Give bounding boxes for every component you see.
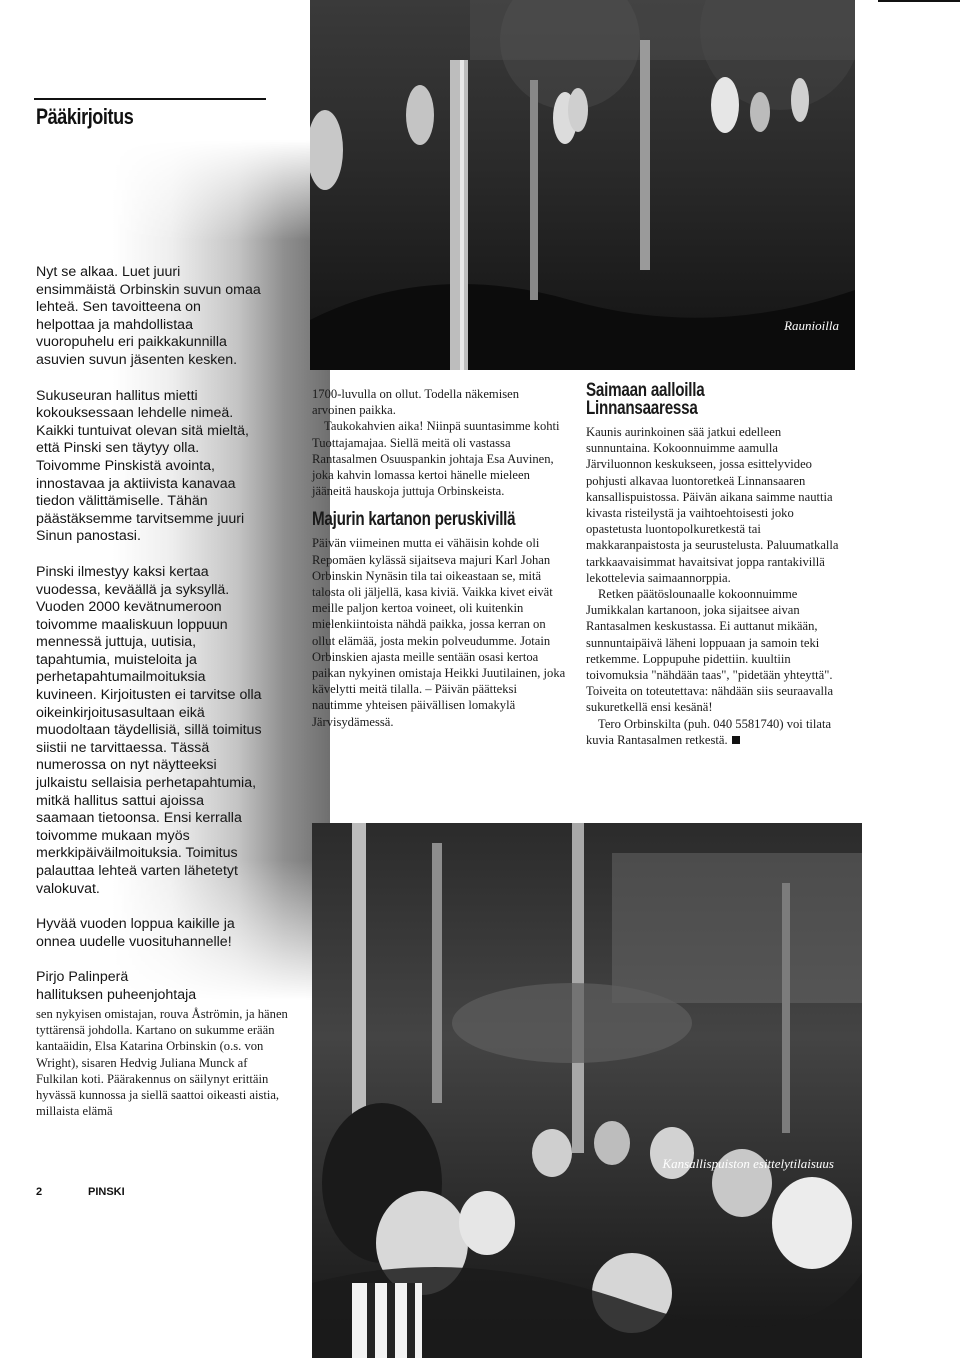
column-right-paragraph: Kaunis aurinkoinen sää jatkui edelleen sunnuntaina. Kokoonnuimme aamulla Järviluonnon keskukseen, jossa esittelyvideo pohjusti alkavaa luontoretkeä Linnansaaren kansallispuistossa. Päivän aikana saimme nauttia kivasta risteilystä ja vaihtoehtoisesti joko opastetusta luontopolkuretkestä tai makkaranpaistosta ja seurustelusta. Paluumatkalla tarkkaavaisimmat havaitsivat joppa rantakivillä lekottelevia saimaannorppia. bbox=[586, 425, 839, 585]
column-middle-paragraph: Päivän viimeinen mutta ei vähäisin kohde oli Repomäen kylässä sijaitseva majuri Karl Johan Orbinskin Nynäsin tila tai oikeastaan se, mitä talosta oli jäljellä, kasa kiviä. Vaikka kivet eivät meille paljon kertoa voineet, oli kuitenkin mielenkiintoista nähdä paikka, jossa kerran on ollut elämää, josta mekin polveudumme. Jotain Orbinskien ajasta meille sentään osasi kertoa paikan nykyinen omistaja Heikki Juutilainen, joka kävelytti meitä tilalla. – Päivän päätteksi nautimme yhteisen päivällisen lomakylä Järvisydämessä. bbox=[312, 536, 566, 729]
headline-saimaan-line1: Saimaan aalloilla bbox=[586, 380, 705, 401]
column-middle bbox=[312, 386, 566, 730]
editorial-paragraph: Sukuseuran hallitus mietti kokouksessaan lehdelle nimeä. Kaikki tuntuivat olevan sitä mieltä, että Pinski sen täytyy olla. Toivomme Pinskistä avointa, innostavaa ja aktiivista kanavaa tiedon välittämiselle. Tähän päästäksemme tarvitsemme juuri Sinun panostasi. bbox=[36, 387, 249, 545]
column-right-paragraph: Retken päätöslounaalle kokoonnuimme Jumikkalan kartanoon, joka sijaitsee aivan Rantasalmen keskustassa. Ei auttanut mikään, sunnuntaipäivä läheni loppuaan ja samoin teki retkemme. Loppupuhe pidettiin. kuultiin toivomuksia "nähdään taas", "pidetään yhteyttä". Toiveita on toteutettava: nähdään siis seuraavalla sukuretkellä ensi kesänä! bbox=[586, 587, 834, 715]
column-left-bottom bbox=[36, 1006, 292, 1119]
column-left-bottom-text: sen nykyisen omistajan, rouva Åströmin, ja hänen tyttärensä johdolla. Kartano on sukumme erään kantaäidin, Elsa Katarina Orbinskin (o.s. von Wright), sisaren Hedvig Juliana Munck af Fulkilan koti. Päärakennus on säilynyt erittäin hyvässä kunnossa ja siellä saattoi oikeasti aistia, millaista elämä bbox=[36, 1007, 288, 1119]
editorial bbox=[36, 264, 262, 1005]
photo-ruins-image bbox=[310, 0, 855, 370]
column-right-last-text: Tero Orbinskilta (puh. 040 5581740) voi tilata kuvia Rantasalmen retkestä. bbox=[586, 716, 832, 747]
end-mark bbox=[732, 736, 740, 744]
photo-ruins bbox=[310, 0, 855, 370]
photo-park-presentation bbox=[312, 823, 862, 1358]
column-right bbox=[586, 382, 846, 748]
column-middle-paragraph: Taukokahvien aika! Niinpä suuntasimme kohti Tuottajamajaa. Siellä meitä oli vastassa Rantasalmen Osuuspankin johtaja Esa Auvinen, joka kahvin lomassa kertoi hänelle mieleen jääneitä hauskoja juttuja Orbinskeista. bbox=[312, 419, 560, 499]
headline-saimaan-line2: Linnansaaressa bbox=[586, 398, 698, 419]
editorial-paragraph: Nyt se alkaa. Luet juuri ensimmäistä Orbinskin suvun omaa lehteä. Sen tavoitteena on helpottaa ja mahdollistaa vuoropuhelu eri paikkakunnilla asuvien suvun jäsenten kesken. bbox=[36, 264, 261, 368]
photo-park-caption: Kansallispuiston esittelytilaisuus bbox=[662, 1156, 834, 1171]
editorial-signature: Pirjo Palinperä bbox=[36, 969, 129, 986]
headline-majurin: Majurin kartanon peruskivillä bbox=[312, 509, 516, 531]
photo-ruins-caption: Raunioilla bbox=[784, 318, 839, 333]
column-middle-paragraph: 1700-luvulla on ollut. Todella näkemisen arvoinen paikka. bbox=[312, 387, 519, 418]
photo-park-image bbox=[312, 823, 862, 1358]
column-right-paragraph bbox=[586, 716, 846, 748]
corner-rule bbox=[878, 0, 960, 2]
editorial-signature-title: hallituksen puheenjohtaja bbox=[36, 986, 197, 1003]
headline-saimaan bbox=[586, 382, 794, 418]
magazine-name: PINSKI bbox=[88, 1186, 125, 1198]
page-number: 2 bbox=[36, 1186, 43, 1198]
editorial-closing: Hyvää vuoden loppua kaikille ja onnea uudelle vuosituhannelle! bbox=[36, 916, 235, 950]
editorial-paragraph: Pinski ilmestyy kaksi kertaa vuodessa, keväällä ja syksyllä. Vuoden 2000 kevätnumeroon toivomme maaliskuun loppuun mennessä juttuja, uutisia, tapahtumia, muisteloita ja perhetapahtumailmoituksia kuvineen. Kirjoitusten ei tarvitse olla oikeinkirjoitusasultaan eikä muodoltaan täydellisiä, sillä toimitus siistii ne tarvittaessa. Tässä numerossa on nyt näytteeksi julkaistu sellaisia perhetapahtumia, mitkä hallitus sattui ajoissa saamaan tietoonsa. Ensi kerralla toivomme mukaan myös merkkipäiväilmoituksia. Toimitus palauttaa lehteä varten lähetetyt valokuvat. bbox=[36, 563, 262, 897]
